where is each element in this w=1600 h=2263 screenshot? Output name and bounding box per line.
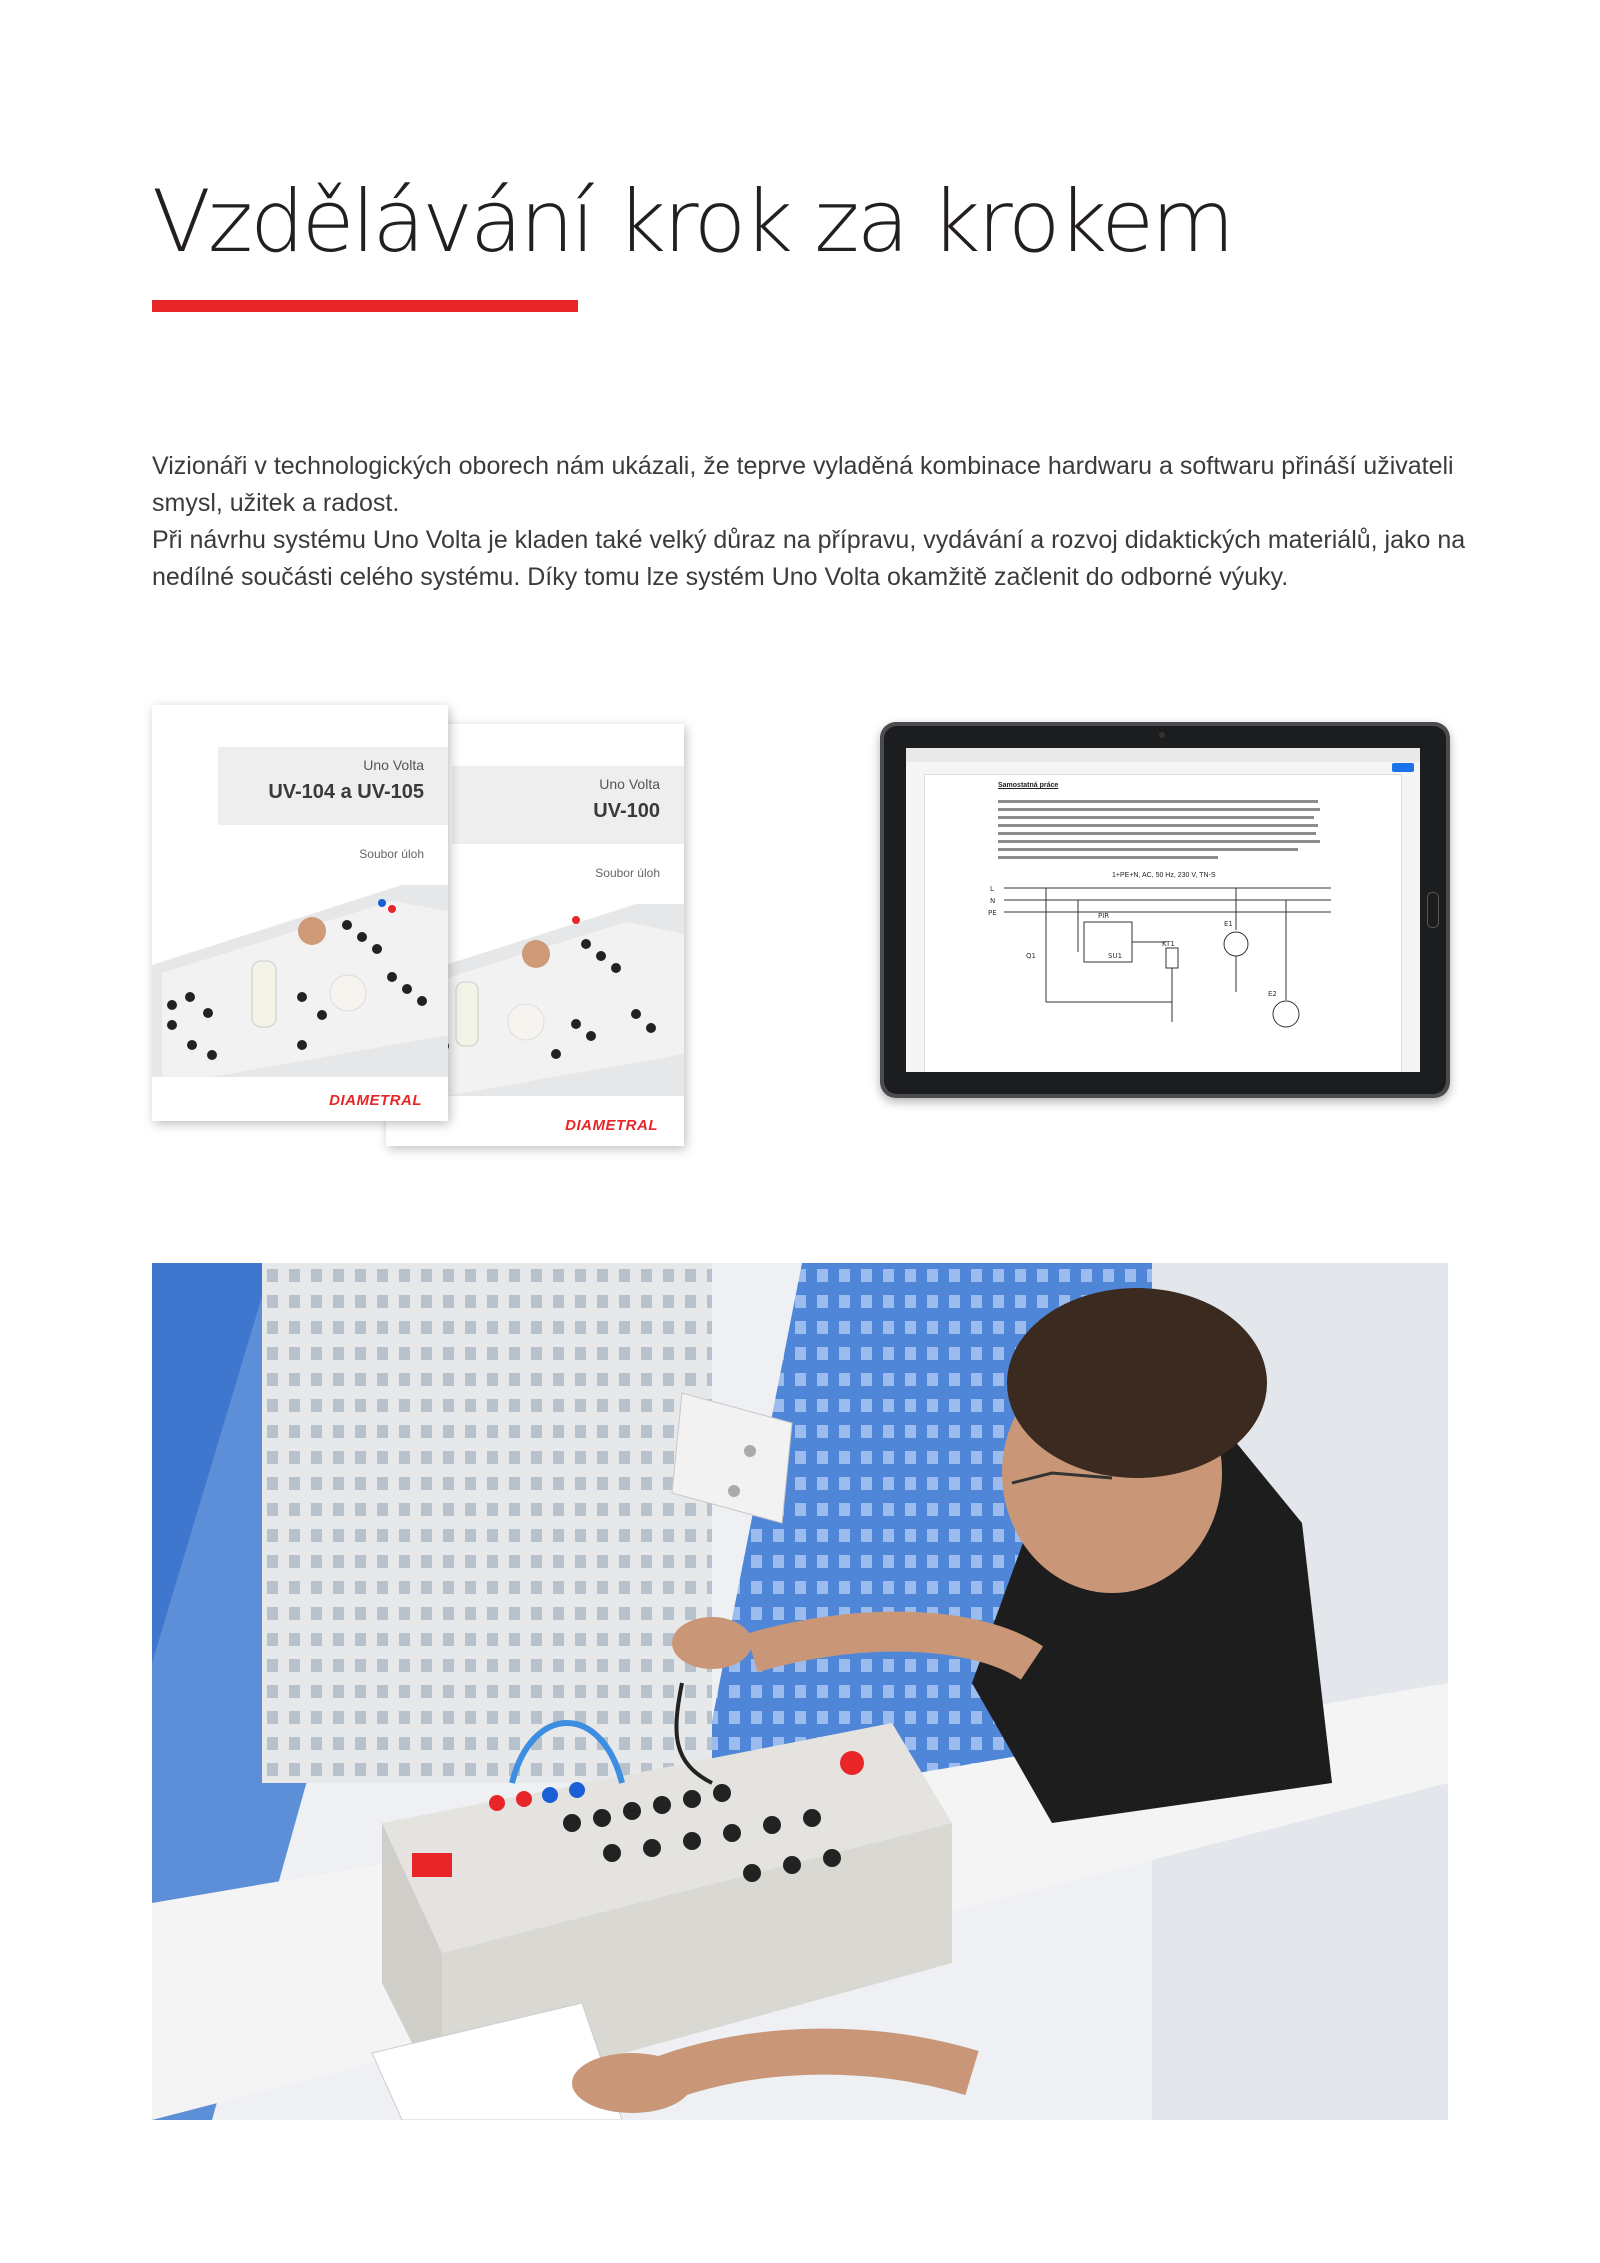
pdf-heading: Samostatná práce (998, 782, 1059, 789)
student-lab-photo (152, 1263, 1448, 2120)
label-kt1: KT1 (1162, 940, 1175, 948)
brochure-subtitle: Soubor úloh (595, 866, 660, 880)
page-title: Vzdělávání krok za krokem (152, 172, 1232, 272)
screen-title-bar (906, 748, 1420, 763)
intro-paragraph-2: Při návrhu systému Uno Volta je kladen také velký důraz na přípravu, vydávání a rozvoj didaktických materiálů, jako na nedílné součásti celého systému. Díky tomu lze systém Uno Volta okamžitě začlenit do odborné výuky. (152, 526, 1466, 591)
label-q1: Q1 (1026, 952, 1036, 960)
brochure-series: Uno Volta (599, 776, 660, 792)
home-button-icon (1427, 892, 1439, 928)
intro-text (152, 448, 1470, 596)
label-pir: PIR (1098, 912, 1110, 920)
label-e1: E1 (1224, 920, 1233, 928)
brochure-series: Uno Volta (363, 757, 424, 773)
brochure-uv-104-105 (152, 705, 448, 1121)
brochure-title-band (218, 747, 448, 825)
camera-icon (1159, 732, 1165, 738)
conductor-n: N (990, 897, 996, 905)
circuit-diagram (986, 882, 1336, 1072)
brochure-subtitle: Soubor úloh (359, 847, 424, 861)
brochure-model: UV-104 a UV-105 (268, 781, 424, 803)
conductor-pe: PE (988, 909, 997, 917)
screen-share-button (1392, 763, 1414, 772)
brochure-panel-photo (152, 885, 448, 1077)
intro-paragraph-1: Vizionáři v technologických oborech nám ukázali, že teprve vyladěná kombinace hardwaru a softwaru přináší uživateli smysl, užitek a radost. (152, 452, 1454, 517)
tablet-screen (906, 748, 1420, 1072)
lab-scene (152, 1263, 1448, 2120)
screen-right-panel (1401, 774, 1420, 1072)
label-e2: E2 (1268, 990, 1277, 998)
screen-left-panel (906, 774, 925, 1072)
brand-logo: DIAMETRAL (565, 1117, 658, 1134)
title-underline (152, 300, 578, 312)
brochure-model: UV-100 (593, 800, 660, 822)
pdf-page (986, 778, 1336, 1072)
brand-logo: DIAMETRAL (329, 1092, 422, 1109)
label-su1: SU1 (1108, 952, 1123, 960)
tablet-device (880, 722, 1450, 1098)
screen-toolbar (906, 762, 1420, 775)
conductor-l: L (990, 885, 994, 893)
circuit-caption: 1+PE+N, AC, 50 Hz, 230 V, TN-S (1112, 872, 1216, 879)
brochure-title-band (452, 766, 684, 844)
